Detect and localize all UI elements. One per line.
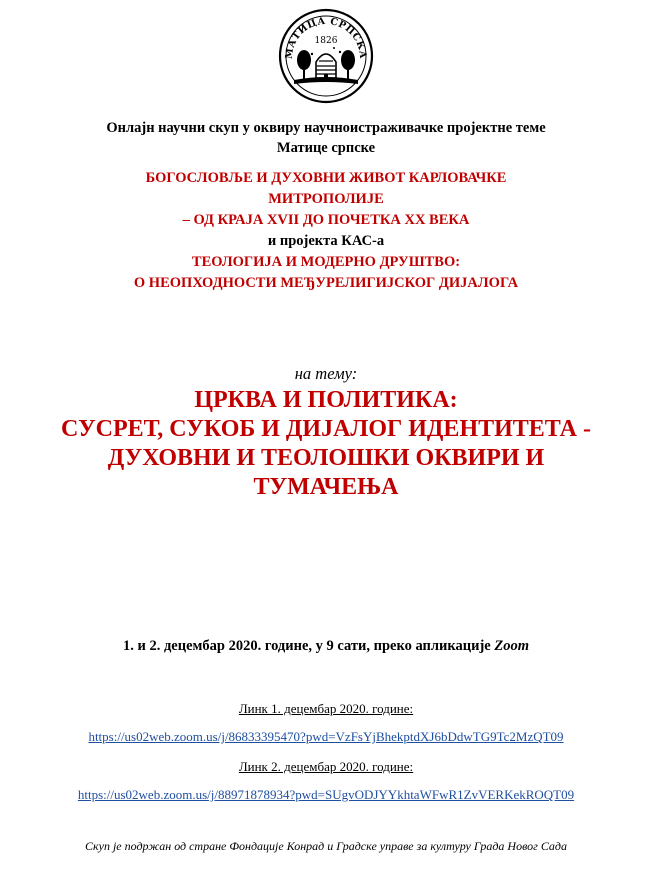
- link-1-url[interactable]: https://us02web.zoom.us/j/86833395470?pwd=VzFsYjBhekptdXJ6bDdwTG9Tc2MzQT09: [88, 729, 564, 744]
- intro-text: [0, 118, 652, 158]
- event-date-text: 1. и 2. децембар 2020. године, у 9 сати, преко апликације: [122, 638, 495, 654]
- theme-line-3: ДУХОВНИ И ТЕОЛОШКИ ОКВИРИ И: [107, 445, 545, 471]
- project1-line-3: – ОД КРАЈА XVII ДО ПОЧЕТКА XX ВЕКА: [182, 212, 470, 228]
- project1-line-1: БОГОСЛОВЉЕ И ДУХОВНИ ЖИВОТ КАРЛОВАЧКЕ: [145, 170, 507, 186]
- link-2-label: Линк 2. децембар 2020. године:: [238, 759, 414, 774]
- theme-label: на тему:: [294, 364, 358, 383]
- seal-arc-text: МАТИЦА СРПСКА: [283, 15, 369, 60]
- seal-year: 1826: [314, 36, 338, 46]
- footer-support-note: Скуп је подржан од стране Фондације Конрад и Градске управе за културу Града Новог Сада: [85, 839, 567, 853]
- theme-line-1: ЦРКВА И ПОЛИТИКА:: [194, 387, 458, 413]
- intro-line-2: Матице српске: [276, 140, 376, 156]
- theme-line-4: ТУМАЧЕЊА: [253, 474, 399, 500]
- project2-line-2: О НЕОПХОДНОСТИ МЕЂУРЕЛИГИЈСКОГ ДИЈАЛОГА: [133, 275, 519, 291]
- intro-line-1: Онлајн научни скуп у оквиру научноистраживачке пројектне теме: [106, 120, 546, 136]
- project-titles: [0, 168, 652, 294]
- matica-srpska-seal-icon: [276, 6, 376, 106]
- event-app-name: Zoom: [494, 638, 530, 654]
- theme-line-2: СУСРЕТ, СУКОБ И ДИЈАЛОГ ИДЕНТИТЕТА -: [61, 416, 591, 442]
- project-connector: и пројекта КАС-а: [267, 233, 385, 249]
- theme-title: [0, 386, 652, 502]
- link-1-label: Линк 1. децембар 2020. године:: [238, 701, 414, 716]
- event-date: [0, 638, 652, 655]
- link-2-url[interactable]: https://us02web.zoom.us/j/88971878934?pwd=SUgvODJYYkhtaWFwR1ZvVERKekROQT09: [77, 787, 575, 802]
- project1-line-2: МИТРОПОЛИЈЕ: [268, 191, 384, 207]
- project2-line-1: ТЕОЛОГИЈА И МОДЕРНО ДРУШТВО:: [191, 254, 461, 270]
